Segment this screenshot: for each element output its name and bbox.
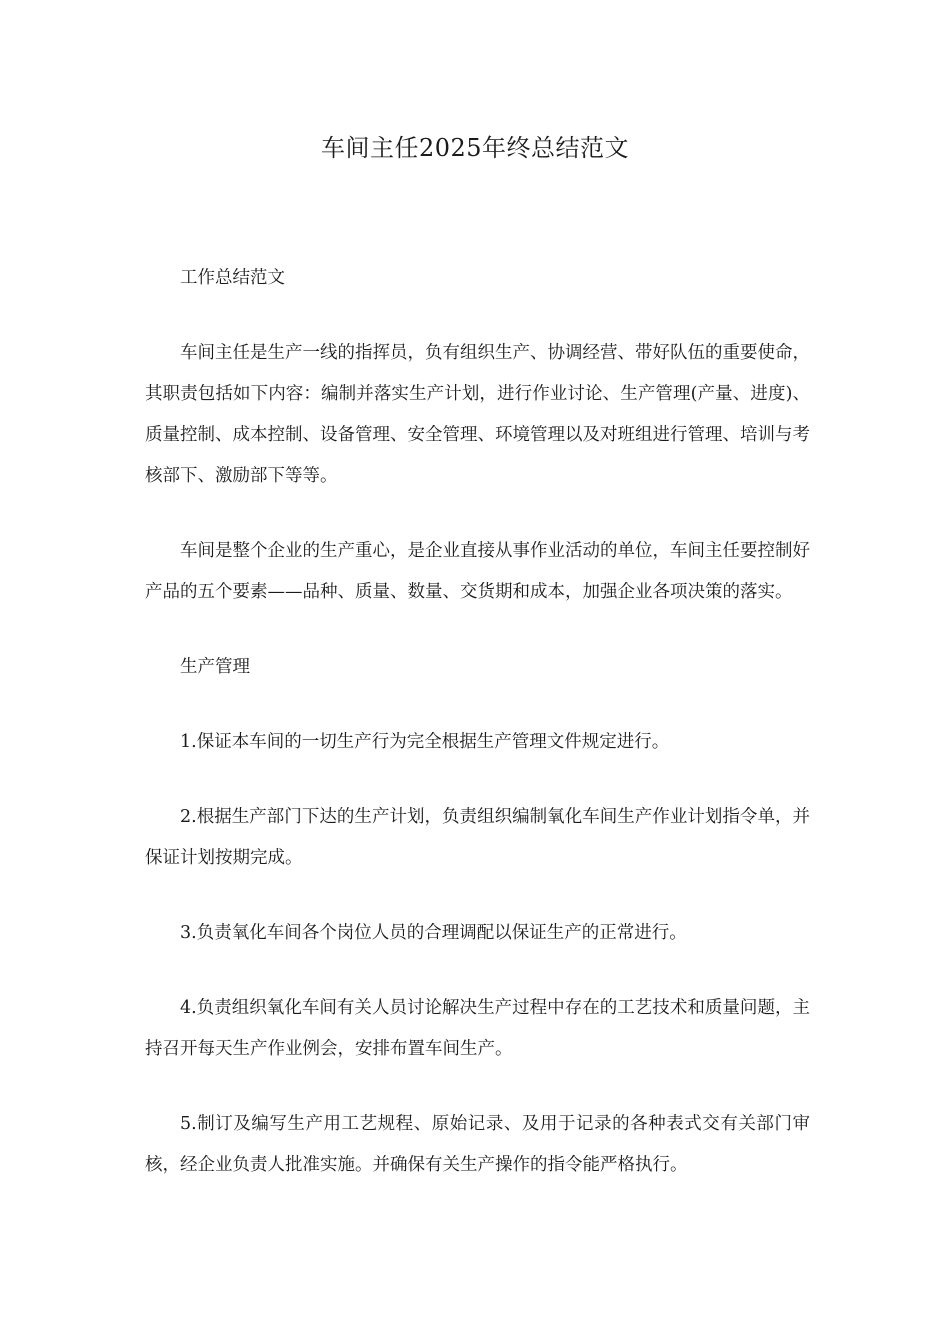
paragraph-duties: 车间主任是生产一线的指挥员，负有组织生产、协调经营、带好队伍的重要使命，其职责包括如下内容：编制并落实生产计划，进行作业讨论、生产管理(产量、进度)、质量控制、成本控制、设备管理、安全管理、环境管理以及对班组进行管理、培训与考核部下、激励部下等等。 xyxy=(145,343,810,486)
document-title: 车间主任2025年终总结范文 xyxy=(320,134,630,162)
list-item-5: 5.制订及编写生产用工艺规程、原始记录、及用于记录的各种表式交有关部门审核，经企业负责人批准实施。并确保有关生产操作的指令能严格执行。 xyxy=(145,1114,810,1175)
section-heading-production: 生产管理 xyxy=(180,657,250,677)
list-item-2: 2.根据生产部门下达的生产计划，负责组织编制氧化车间生产作业计划指令单，并保证计划按期完成。 xyxy=(145,807,810,868)
paragraph-workshop-role: 车间是整个企业的生产重心，是企业直接从事作业活动的单位，车间主任要控制好产品的五个要素——品种、质量、数量、交货期和成本，加强企业各项决策的落实。 xyxy=(145,541,810,602)
document-body xyxy=(145,258,810,1220)
list-item-1: 1.保证本车间的一切生产行为完全根据生产管理文件规定进行。 xyxy=(180,732,670,752)
section-heading-summary: 工作总结范文 xyxy=(180,268,285,288)
list-item-4: 4.负责组织氧化车间有关人员讨论解决生产过程中存在的工艺技术和质量问题，主持召开每天生产作业例会，安排布置车间生产。 xyxy=(145,998,810,1059)
list-item-3: 3.负责氧化车间各个岗位人员的合理调配以保证生产的正常进行。 xyxy=(180,923,687,943)
